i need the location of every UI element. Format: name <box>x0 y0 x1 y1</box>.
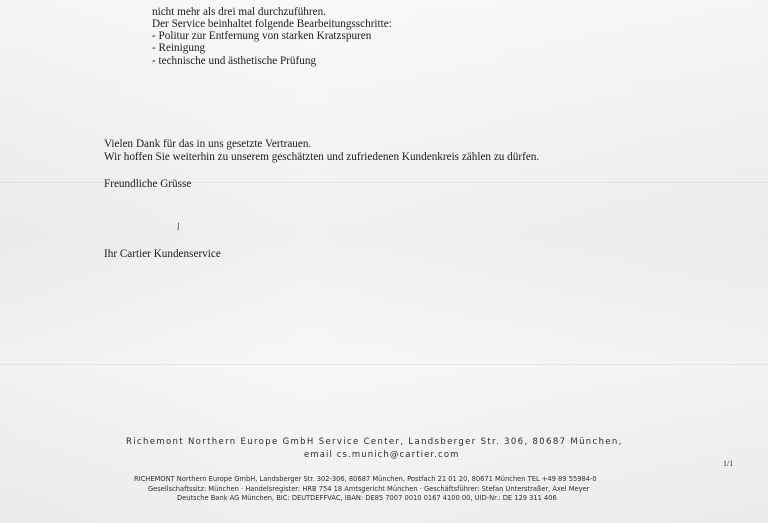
thanks-line: Wir hoffen Sie weiterhin zu unserem geschätzten und zufriedenen Kundenkreis zählen zu dürfen. <box>104 151 540 163</box>
legal-line: Deutsche Bank AG München, BIC: DEUTDEFFVAC, IBAN: DE85 7007 0010 0167 4100 00, UID-Nr.: DE 129 311 406 <box>177 494 557 502</box>
page-number: 1/1 <box>723 459 734 468</box>
service-text-line: Der Service beinhaltet folgende Bearbeitungsschritte: <box>152 18 392 30</box>
closing-greeting: Freundliche Grüsse <box>104 178 192 190</box>
signature-name: Ihr Cartier Kundenservice <box>104 248 221 260</box>
service-list-item: - Politur zur Entfernung von starken Kratzspuren <box>152 30 372 42</box>
legal-line: Gesellschaftssitz: München · Handelsregister: HRB 754 18 Amtsgericht München · Geschäftsführer: Stefan Unterstraßer, Axel Meyer <box>148 485 590 493</box>
cutoff-text-fragment <box>150 0 660 2</box>
service-center-email: email cs.munich@cartier.com <box>304 450 460 460</box>
service-text-line: nicht mehr als drei mal durchzuführen. <box>152 6 326 18</box>
service-list-item: - Reinigung <box>152 42 206 54</box>
service-list-item: - technische und ästhetische Prüfung <box>152 55 317 67</box>
paper-crease <box>0 364 768 365</box>
legal-line: RICHEMONT Northern Europe GmbH, Landsberger Str. 302-306, 80687 München, Postfach 21 01 20, 80671 München TEL +49 89 55984-0 <box>134 475 597 483</box>
signature-mark: / <box>175 222 182 233</box>
thanks-line: Vielen Dank für das in uns gesetzte Vertrauen. <box>104 138 312 150</box>
cutoff-legal-line <box>155 515 675 523</box>
service-center-address: Richemont Northern Europe GmbH Service Center, Landsberger Str. 306, 80687 München, <box>126 437 623 447</box>
